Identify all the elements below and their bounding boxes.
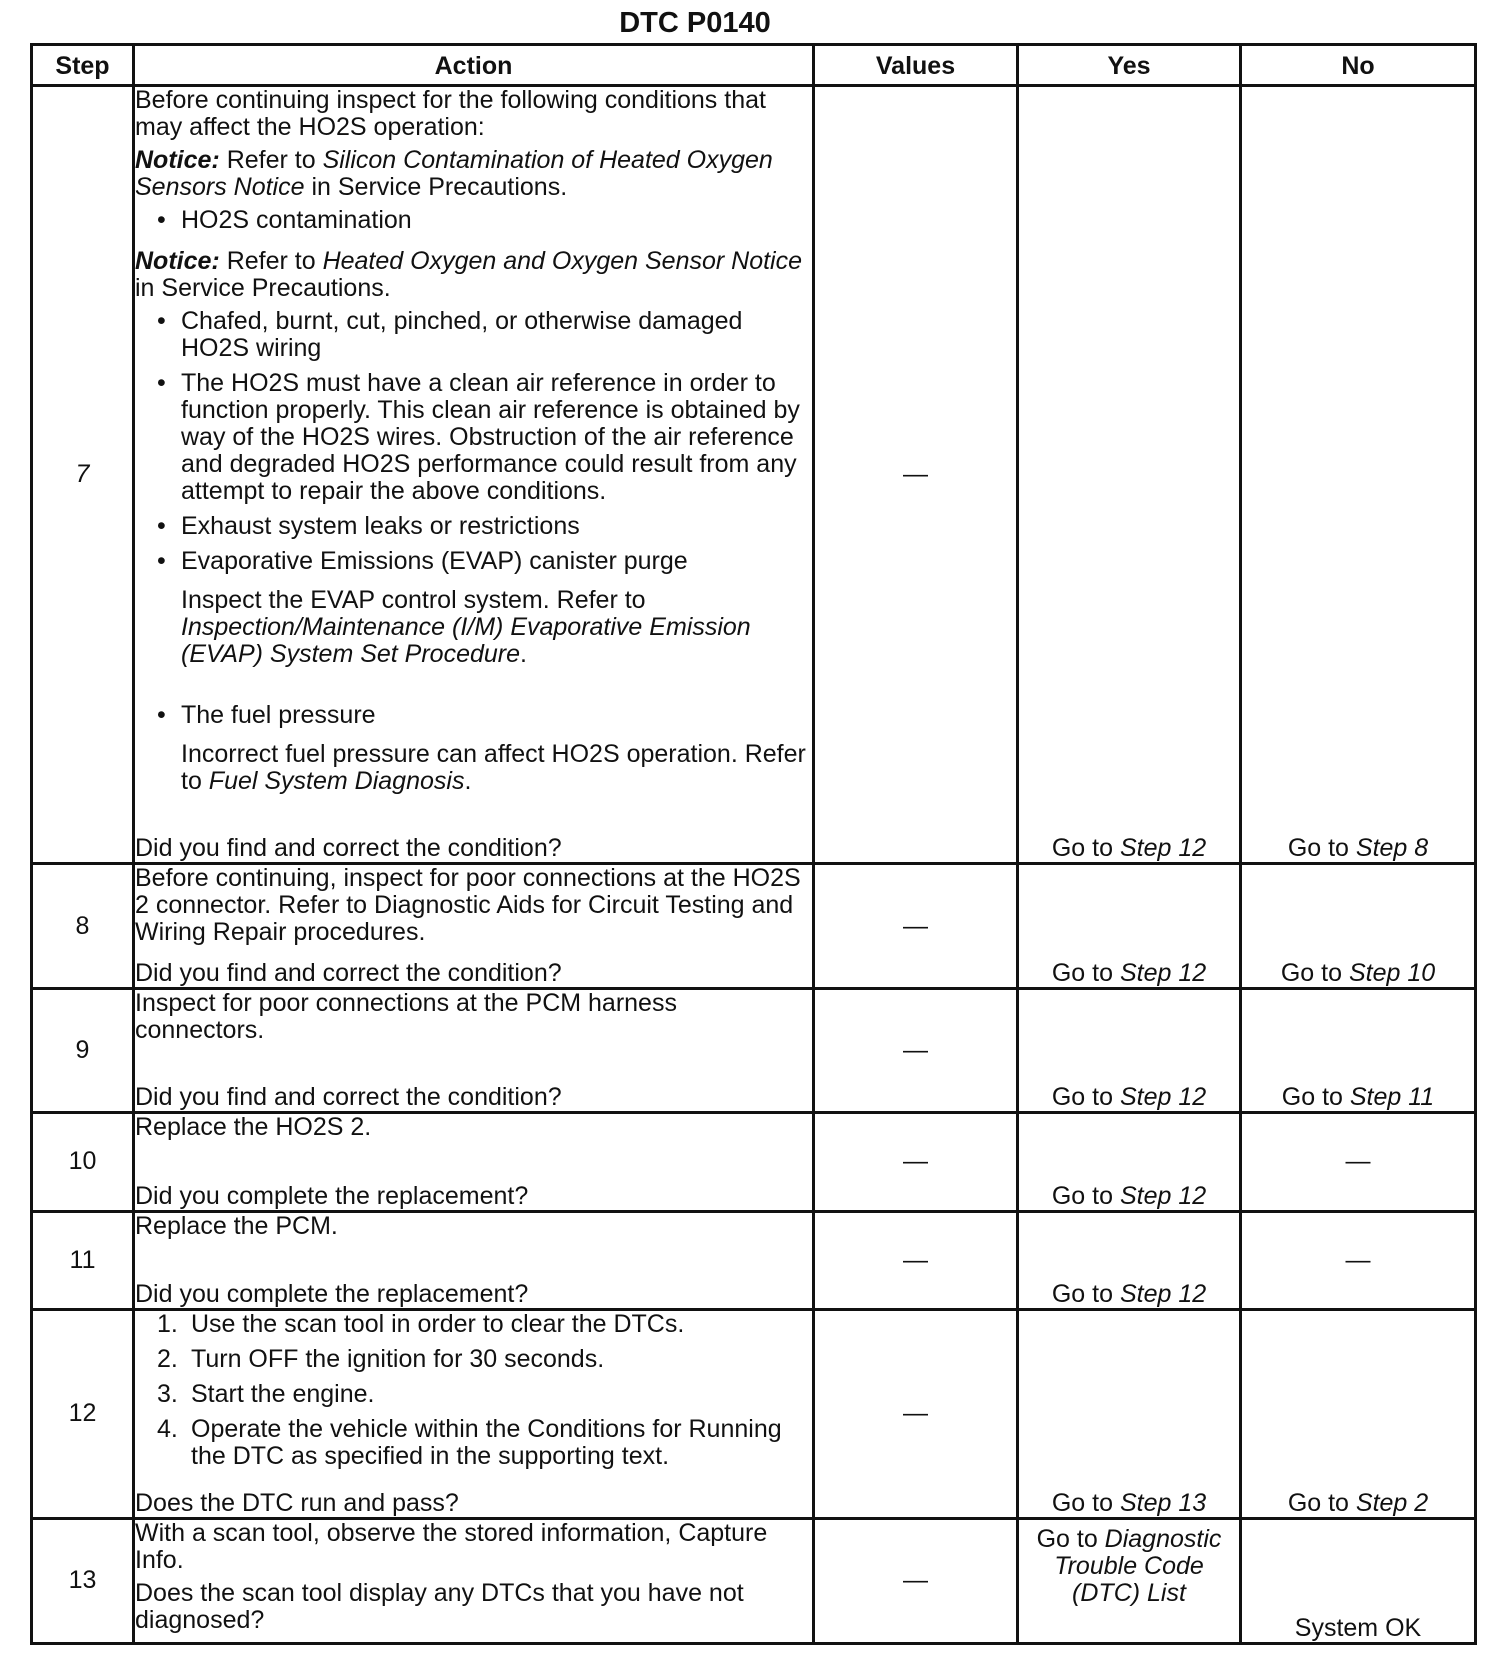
yes-cell: Go to Step 12 xyxy=(1018,1113,1241,1212)
bullet-list xyxy=(135,702,812,735)
notice: Notice: Refer to Heated Oxygen and Oxygen Sensor Notice in Service Precautions. xyxy=(135,247,803,302)
values-cell: — xyxy=(814,86,1018,864)
step-number: 11 xyxy=(32,1211,134,1310)
yes-cell: Go to Step 12 xyxy=(1018,988,1241,1112)
action-cell xyxy=(134,1518,814,1643)
values-cell: — xyxy=(814,1310,1018,1518)
header-values: Values xyxy=(814,45,1018,86)
table-row xyxy=(32,86,1476,864)
table-row xyxy=(32,1211,1476,1310)
action-cell xyxy=(134,988,814,1112)
action-text: Before continuing inspect for the following conditions that may affect the HO2S operation: xyxy=(135,86,766,141)
no-cell: Go to Step 2 xyxy=(1241,1310,1476,1518)
action-question: Does the DTC run and pass? xyxy=(135,1488,459,1517)
no-cell: — xyxy=(1241,1211,1476,1310)
header-no: No xyxy=(1241,45,1476,86)
values-cell: — xyxy=(814,1211,1018,1310)
no-cell: Go to Step 8 xyxy=(1241,86,1476,864)
action-cell xyxy=(134,1211,814,1310)
yes-cell: Go to Diagnostic Trouble Code (DTC) List xyxy=(1018,1518,1241,1643)
no-cell: System OK xyxy=(1241,1518,1476,1643)
sub-text: Incorrect fuel pressure can affect HO2S operation. Refer to Fuel System Diagnosis. xyxy=(181,740,806,795)
header-step: Step xyxy=(32,45,134,86)
step-number: 10 xyxy=(32,1113,134,1212)
step-number: 12 xyxy=(32,1310,134,1518)
action-text: Replace the PCM. xyxy=(135,1211,338,1240)
action-question: Does the scan tool display any DTCs that you have not diagnosed? xyxy=(135,1578,744,1634)
list-item: 2. Turn OFF the ignition for 30 seconds. xyxy=(157,1345,605,1374)
list-item: • HO2S contamination xyxy=(157,206,412,234)
table-row xyxy=(32,864,1476,988)
list-item: 1. Use the scan tool in order to clear the DTCs. xyxy=(157,1310,685,1339)
dtc-table xyxy=(30,43,1477,1645)
table-row xyxy=(32,988,1476,1112)
yes-cell: Go to Step 13 xyxy=(1018,1310,1241,1518)
no-cell: Go to Step 10 xyxy=(1241,864,1476,988)
values-cell: — xyxy=(814,1113,1018,1212)
table-row xyxy=(32,1113,1476,1212)
table-row xyxy=(32,1310,1476,1518)
list-item: • Exhaust system leaks or restrictions xyxy=(157,512,580,540)
bullet-list xyxy=(135,207,812,242)
list-item: 4. Operate the vehicle within the Conditions for Running the DTC as specified in the supporting text. xyxy=(157,1415,782,1471)
step-number: 7 xyxy=(32,86,134,864)
action-question: Did you complete the replacement? xyxy=(135,1280,529,1309)
list-item: • The fuel pressure xyxy=(157,701,376,729)
action-text: With a scan tool, observe the stored information, Capture Info. xyxy=(135,1518,768,1574)
action-question: Did you complete the replacement? xyxy=(135,1181,529,1210)
table-row xyxy=(32,1518,1476,1643)
step-number: 9 xyxy=(32,988,134,1112)
notice: Notice: Refer to Silicon Contamination of Heated Oxygen Sensors Notice in Service Precautions. xyxy=(135,146,773,201)
header-action: Action xyxy=(134,45,814,86)
bullet-list xyxy=(135,308,812,581)
values-cell: — xyxy=(814,864,1018,988)
no-cell: — xyxy=(1241,1113,1476,1212)
values-cell: — xyxy=(814,988,1018,1112)
action-cell xyxy=(134,1310,814,1518)
table-header-row xyxy=(32,45,1476,86)
action-text: Before continuing, inspect for poor connections at the HO2S 2 connector. Refer to Diagnostic Aids for Circuit Testing and Wiring Repair procedures. xyxy=(135,864,801,947)
header-yes: Yes xyxy=(1018,45,1241,86)
list-item: • Evaporative Emissions (EVAP) canister purge xyxy=(157,547,688,575)
action-question: Did you find and correct the condition? xyxy=(135,1083,562,1112)
list-item: • The HO2S must have a clean air reference in order to function properly. This clean air reference is obtained by way of the HO2S wires. Obstruction of the air reference and degraded HO2S performance could result from any attempt to repair the above conditions. xyxy=(157,369,800,505)
action-text: Inspect for poor connections at the PCM harness connectors. xyxy=(135,988,677,1044)
action-cell xyxy=(134,864,814,988)
action-cell xyxy=(134,1113,814,1212)
list-item: • Chafed, burnt, cut, pinched, or otherwise damaged HO2S wiring xyxy=(157,307,743,362)
yes-cell: Go to Step 12 xyxy=(1018,864,1241,988)
numbered-list xyxy=(135,1311,812,1478)
yes-cell: Go to Step 12 xyxy=(1018,86,1241,864)
no-cell: Go to Step 11 xyxy=(1241,988,1476,1112)
values-cell: — xyxy=(814,1518,1018,1643)
step-number: 8 xyxy=(32,864,134,988)
yes-cell: Go to Step 12 xyxy=(1018,1211,1241,1310)
list-item: 3. Start the engine. xyxy=(157,1380,375,1409)
step-number: 13 xyxy=(32,1518,134,1643)
action-question: Did you find and correct the condition? xyxy=(135,834,562,863)
sub-text: Inspect the EVAP control system. Refer to Inspection/Maintenance (I/M) Evaporative Emission (EVAP) System Set Procedure. xyxy=(181,586,751,668)
action-cell xyxy=(134,86,814,864)
action-text: Replace the HO2S 2. xyxy=(135,1113,372,1142)
action-question: Did you find and correct the condition? xyxy=(135,958,562,987)
page-title: DTC P0140 xyxy=(619,7,771,39)
